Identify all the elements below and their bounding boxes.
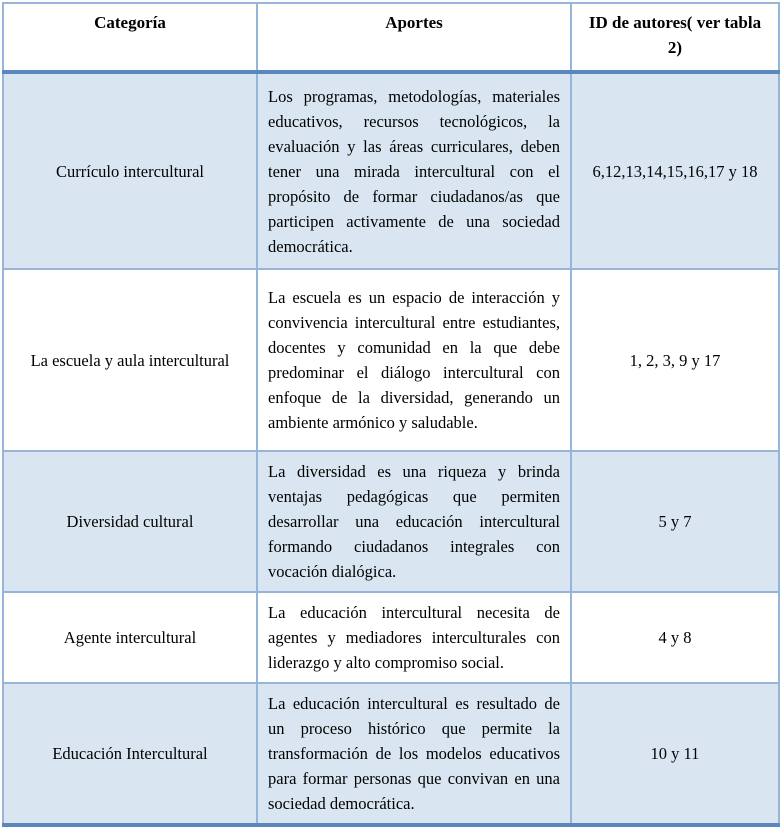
cell-aportes: La escuela es un espacio de interacción y convivencia intercultural entre estudiantes, docentes y comunidad en la que debe predominar el diálogo intercultural con enfoque de la diversidad, generando un ambiente armónico y saludable.: [257, 269, 571, 451]
cell-author-ids: 4 y 8: [571, 592, 779, 683]
header-cell-aportes: Aportes: [257, 3, 571, 72]
header-row: [3, 3, 779, 72]
cell-aportes: La educación intercultural necesita de agentes y mediadores interculturales con liderazgo y alto compromiso social.: [257, 592, 571, 683]
categories-table: [2, 2, 780, 827]
cell-aportes: La diversidad es una riqueza y brinda ventajas pedagógicas que permiten desarrollar una educación intercultural formando ciudadanos integrales con vocación dialógica.: [257, 451, 571, 592]
table-header: [3, 3, 779, 72]
cell-categoria: La escuela y aula intercultural: [3, 269, 257, 451]
header-cell-categoria: Categoría: [3, 3, 257, 72]
cell-aportes: La educación intercultural es resultado de un proceso histórico que permite la transformación de los modelos educativos para formar personas que convivan en una sociedad democrática.: [257, 683, 571, 825]
cell-categoria: Currículo intercultural: [3, 72, 257, 269]
cell-categoria: Educación Intercultural: [3, 683, 257, 825]
table-row: [3, 269, 779, 451]
header-cell-ids: ID de autores( ver tabla 2): [571, 3, 779, 72]
cell-aportes: Los programas, metodologías, materiales educativos, recursos tecnológicos, la evaluación y las áreas curriculares, deben tener una mirada intercultural con el propósito de formar ciudadanos/as que participen activamente de una sociedad democrática.: [257, 72, 571, 269]
cell-author-ids: 1, 2, 3, 9 y 17: [571, 269, 779, 451]
table-row: [3, 683, 779, 825]
cell-author-ids: 6,12,13,14,15,16,17 y 18: [571, 72, 779, 269]
table-body: [3, 72, 779, 825]
cell-categoria: Agente intercultural: [3, 592, 257, 683]
table-row: [3, 72, 779, 269]
table-row: [3, 451, 779, 592]
cell-author-ids: 10 y 11: [571, 683, 779, 825]
table-row: [3, 592, 779, 683]
cell-categoria: Diversidad cultural: [3, 451, 257, 592]
cell-author-ids: 5 y 7: [571, 451, 779, 592]
